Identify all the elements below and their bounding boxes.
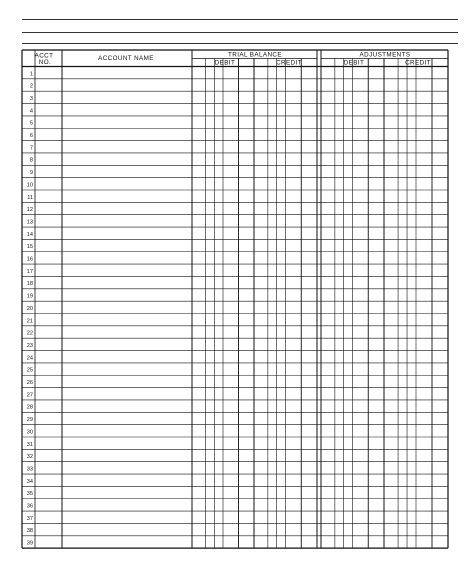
row-number: 3 (29, 95, 33, 102)
row-number: 39 (26, 540, 33, 547)
row-number: 16 (26, 256, 33, 263)
acct-no-header-line-1: ACCT (34, 52, 54, 60)
trial-balance-credit-header: CREDIT (276, 59, 302, 67)
row-numbers (27, 71, 33, 546)
row-number: 18 (26, 281, 33, 288)
row-number: 34 (26, 478, 33, 485)
row-number: 33 (26, 466, 33, 473)
adjustments-credit-header: CREDIT (405, 59, 431, 67)
row-number: 17 (26, 268, 33, 275)
row-number: 31 (26, 441, 33, 448)
row-number: 23 (26, 342, 33, 349)
row-number: 21 (26, 318, 33, 325)
row-number: 26 (26, 380, 33, 386)
trial-balance-debit-header: DEBIT (214, 59, 236, 67)
row-number: 12 (26, 207, 33, 214)
row-number: 24 (26, 355, 33, 362)
row-number: 37 (26, 515, 33, 522)
adjustments-debit-header: DEBIT (343, 59, 365, 67)
row-number: 27 (26, 392, 33, 399)
row-number: 14 (26, 231, 33, 238)
row-number: 1 (29, 71, 33, 78)
row-number: 13 (26, 219, 33, 226)
row-number: 7 (29, 145, 33, 152)
row-number: 5 (29, 120, 33, 127)
row-number: 8 (29, 157, 33, 164)
row-number: 28 (26, 404, 33, 411)
row-number: 20 (26, 305, 33, 312)
row-number: 30 (26, 429, 33, 436)
trial-balance-header: TRIAL BALANCE (228, 51, 282, 59)
row-number: 35 (26, 491, 33, 498)
row-number: 9 (29, 170, 33, 177)
row-number: 29 (26, 417, 33, 424)
row-number: 36 (26, 503, 33, 510)
account-name-header: ACCOUNT NAME (98, 55, 154, 62)
acct-no-header-line-2: NO. (38, 59, 52, 66)
row-number: 10 (26, 182, 33, 189)
adjustments-header: ADJUSTMENTS (359, 51, 411, 59)
row-number: 38 (26, 528, 33, 535)
row-number: 22 (26, 330, 33, 337)
row-number: 4 (29, 108, 33, 115)
row-number: 32 (26, 454, 33, 461)
row-number: 2 (29, 83, 33, 90)
row-number: 11 (27, 194, 33, 201)
row-number: 25 (26, 367, 33, 374)
row-number: 6 (29, 133, 33, 139)
row-number: 19 (26, 293, 33, 300)
row-number: 15 (26, 244, 33, 251)
worksheet-grid (22, 50, 448, 548)
acct-no-header (35, 53, 56, 67)
